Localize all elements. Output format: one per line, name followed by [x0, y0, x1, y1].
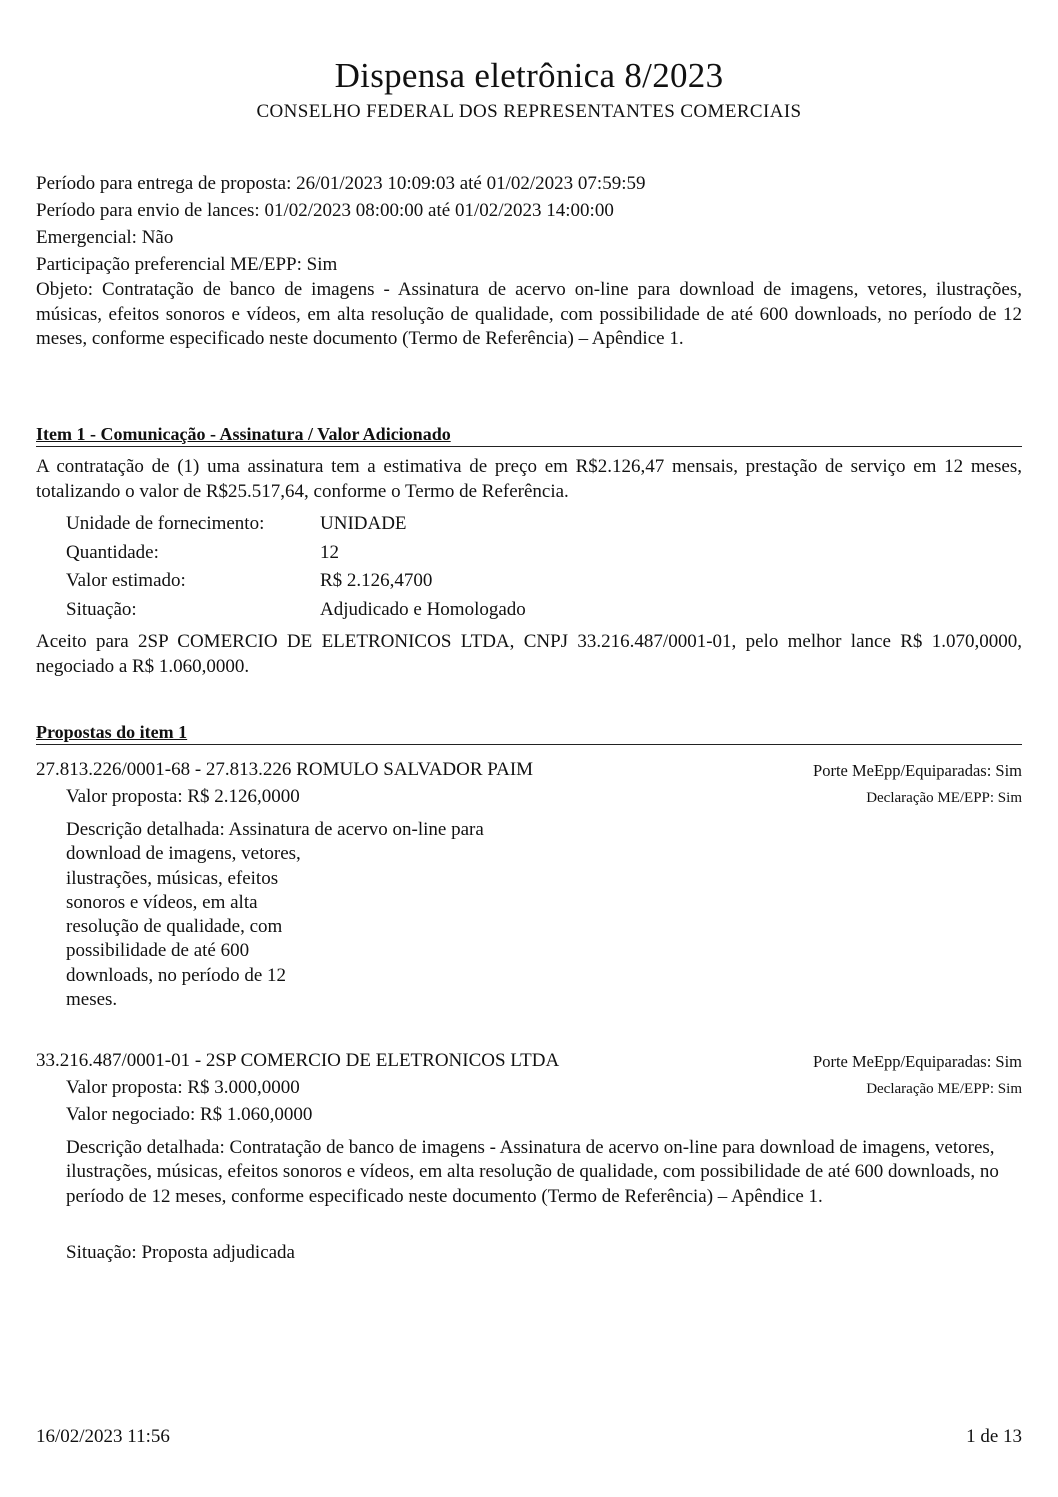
porte-label: Porte MeEpp/Equiparadas: Sim	[813, 761, 1022, 780]
document-page	[36, 0, 1022, 1497]
detailed-description	[66, 818, 484, 1012]
field-label: Quantidade:	[66, 541, 159, 563]
proposal-status: Situação: Proposta adjudicada	[66, 1242, 295, 1263]
field-row	[66, 596, 526, 625]
organization-name: CONSELHO FEDERAL DOS REPRESENTANTES COMERCIAIS	[256, 101, 802, 122]
proposals-heading: Propostas do item 1	[36, 722, 1022, 745]
proposal-period: Período para entrega de proposta: 26/01/2023 10:09:03 até 01/02/2023 07:59:59	[36, 173, 646, 194]
item-heading: Item 1 - Comunicação - Assinatura / Valor Adicionado	[36, 424, 1022, 447]
item-description: A contratação de (1) uma assinatura tem a estimativa de preço em R$2.126,47 mensais, prestação de serviço em 12 meses, totalizando o valor de R$25.517,64, conforme o Termo de Referência.	[36, 456, 1022, 502]
item-fields	[66, 510, 526, 624]
print-timestamp: 16/02/2023 11:56	[36, 1426, 170, 1447]
field-row	[66, 510, 526, 539]
description-line: Descrição detalhada: Assinatura de acervo on-line para	[66, 819, 484, 840]
negotiated-value: Valor negociado: R$ 1.060,0000	[66, 1104, 313, 1125]
porte-label: Porte MeEpp/Equiparadas: Sim	[813, 1052, 1022, 1071]
declaration-label: Declaração ME/EPP: Sim	[866, 790, 1022, 806]
description-line: sonoros e vídeos, em alta	[66, 891, 258, 913]
supplier-name: 27.813.226/0001-68 - 27.813.226 ROMULO SALVADOR PAIM	[36, 759, 534, 780]
field-value: UNIDADE	[320, 513, 407, 534]
description-line: downloads, no período de 12	[66, 964, 287, 986]
page-number: 1 de 13	[966, 1426, 1022, 1447]
supplier-name: 33.216.487/0001-01 - 2SP COMERCIO DE ELETRONICOS LTDA	[36, 1050, 560, 1071]
proposal-entry	[36, 759, 1022, 1019]
description-line: ilustrações, músicas, efeitos	[66, 867, 279, 889]
description-line: resolução de qualidade, com	[66, 916, 283, 938]
description-line: possibilidade de até 600	[66, 940, 250, 962]
field-label: Valor estimado:	[66, 570, 186, 591]
proposal-value: Valor proposta: R$ 2.126,0000	[66, 786, 300, 807]
field-value: 12	[320, 541, 339, 563]
emergency-flag: Emergencial: Não	[36, 227, 174, 248]
acceptance-note: Aceito para 2SP COMERCIO DE ELETRONICOS LTDA, CNPJ 33.216.487/0001-01, pelo melhor lance R$ 1.070,0000, negociado a R$ 1.060,0000.	[36, 631, 1022, 677]
field-value: R$ 2.126,4700	[320, 570, 433, 591]
field-label: Situação:	[66, 598, 137, 620]
proposal-value: Valor proposta: R$ 3.000,0000	[66, 1077, 300, 1098]
process-metadata	[36, 170, 1022, 352]
description-line: meses.	[66, 989, 118, 1011]
document-title: Dispensa eletrônica 8/2023	[334, 56, 724, 95]
detailed-description: Descrição detalhada: Contratação de banco de imagens - Assinatura de acervo on-line para download de imagens, vetores, ilustrações, músicas, efeitos sonoros e vídeos, em alta resolução de qualidade, com possibilidade de até 600 downloads, no período de 12 meses, conforme especificado neste documento (Termo de Referência) – Apêndice 1.	[66, 1137, 999, 1207]
bids-period: Período para envio de lances: 01/02/2023 08:00:00 até 01/02/2023 14:00:00	[36, 200, 614, 221]
field-row	[66, 567, 526, 596]
object-description: Objeto: Contratação de banco de imagens - Assinatura de acervo on-line para download de imagens, vetores, ilustrações, músicas, efeitos sonoros e vídeos, em alta resolução de qualidade, com possibilidade de até 600 downloads, no período de 12 meses, conforme especificado neste documento (Termo de Referência) – Apêndice 1.	[36, 279, 1022, 349]
description-line: download de imagens, vetores,	[66, 843, 301, 865]
declaration-label: Declaração ME/EPP: Sim	[866, 1081, 1022, 1097]
proposal-entry	[36, 1050, 1022, 1280]
field-row	[66, 539, 526, 568]
field-label: Unidade de fornecimento:	[66, 513, 265, 534]
preferential-participation: Participação preferencial ME/EPP: Sim	[36, 254, 338, 275]
field-value: Adjudicado e Homologado	[320, 598, 526, 620]
